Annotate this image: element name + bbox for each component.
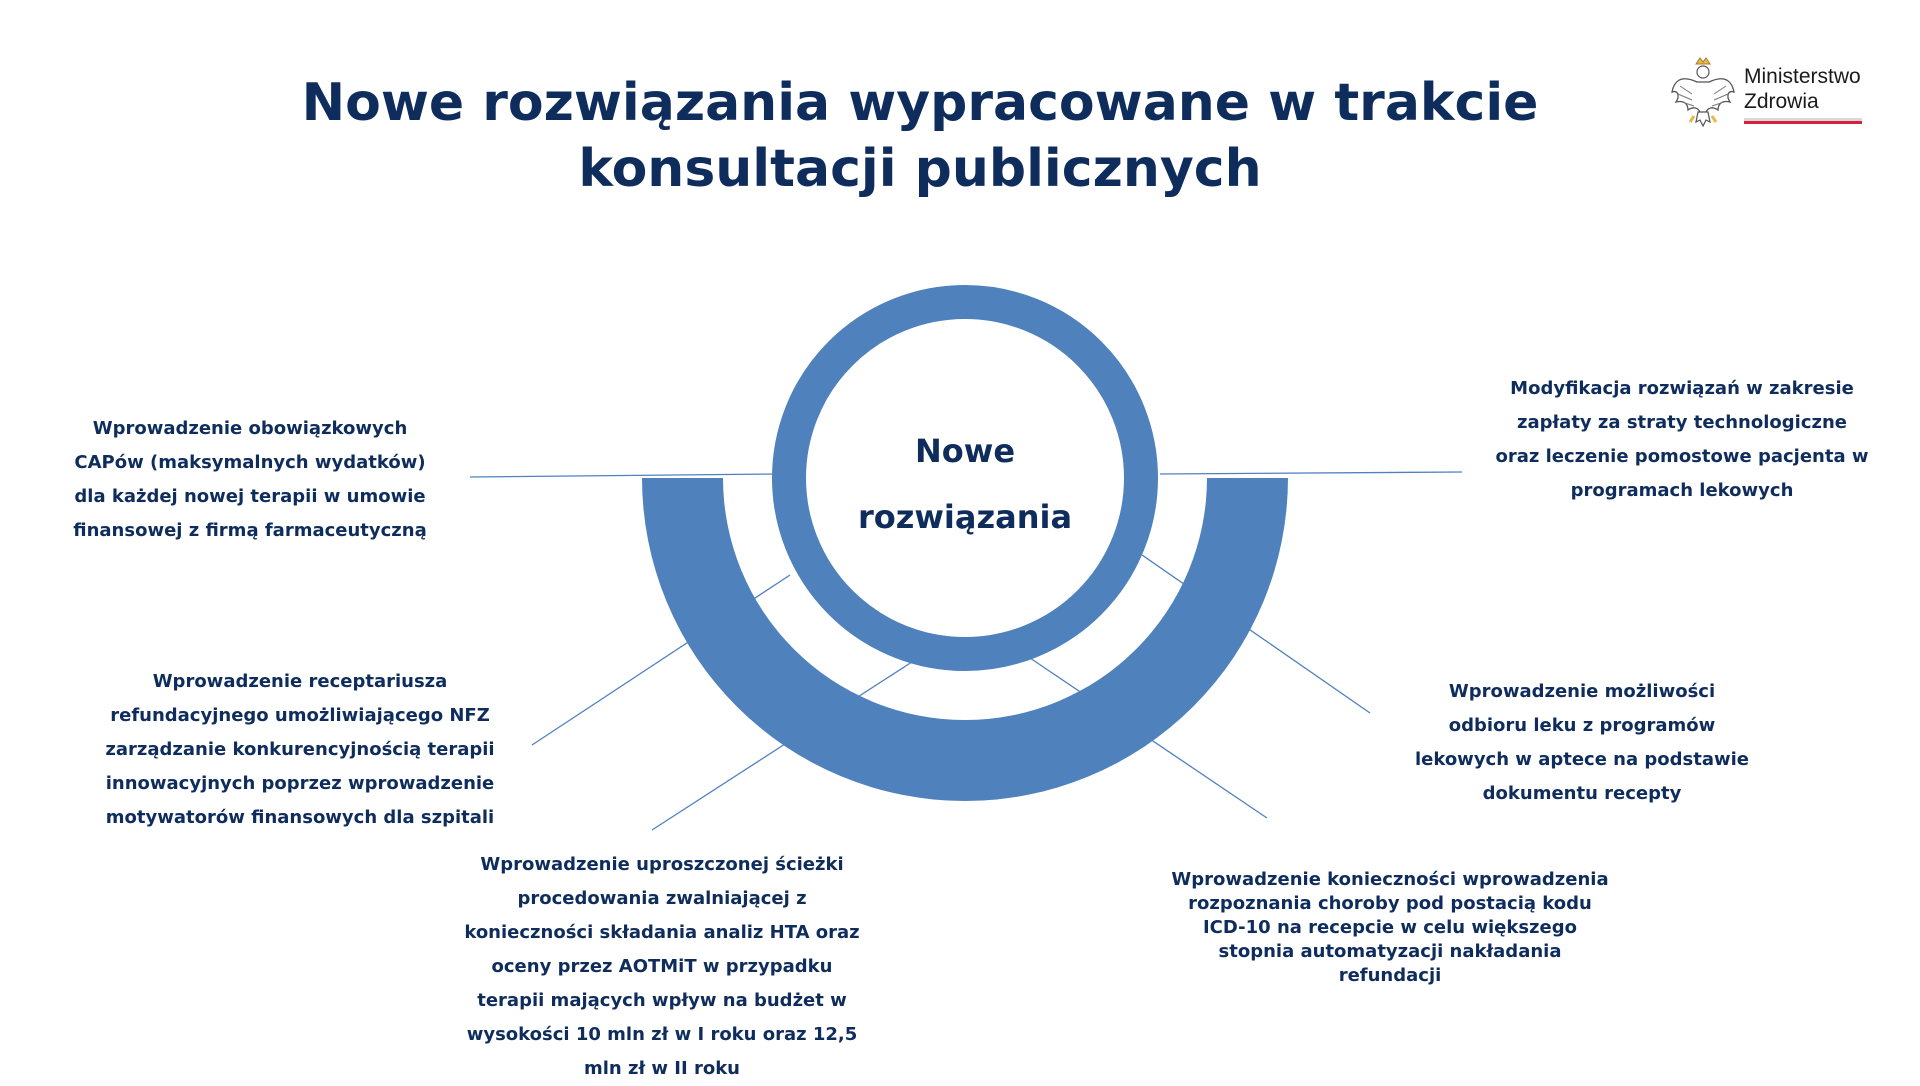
center-label-line2: rozwiązania (857, 498, 1073, 536)
solution-item-3: Wprowadzenie uproszczonej ścieżki procedowania zwalniającej z konieczności składania analiz HTA oraz oceny przez AOTMiT w przypadku terapii mających wpływ na budżet w wysokości 10 mln zł w I roku oraz 12,5 mln zł w II roku (464, 854, 860, 1079)
solution-item-6: Modyfikacja rozwiązań w zakresie zapłaty za straty technologiczne oraz leczenie pomostowe pacjenta w programach lekowych (1495, 378, 1869, 501)
connector-line-6 (1160, 472, 1462, 474)
center-label-line1: Nowe (914, 432, 1016, 470)
ministry-name-line2: Zdrowia (1744, 90, 1819, 113)
ministry-name-line1: Ministerstwo (1744, 65, 1861, 88)
center-label (815, 418, 1115, 550)
solution-item-1: Wprowadzenie obowiązkowych CAPów (maksymalnych wydatków) dla każdej nowej terapii w umowie finansowej z firmą farmaceutyczną (73, 418, 427, 541)
solution-item-2: Wprowadzenie receptariusza refundacyjnego umożliwiającego NFZ zarządzanie konkurencyjnością terapii innowacyjnych poprzez wprowadzenie motywatorów finansowych dla szpitali (105, 671, 495, 828)
connector-line-1 (470, 474, 775, 477)
page-title: Nowe rozwiązania wypracowane w trakcie konsultacji publicznych (301, 73, 1539, 199)
solution-item-4: Wprowadzenie konieczności wprowadzenia rozpoznania choroby pod postacią kodu ICD-10 na recepcie w celu większego stopnia automatyzacji nakładania refundacji (1171, 869, 1609, 986)
solution-item-5: Wprowadzenie możliwości odbioru leku z programów lekowych w aptece na podstawie dokumentu recepty (1414, 681, 1750, 804)
